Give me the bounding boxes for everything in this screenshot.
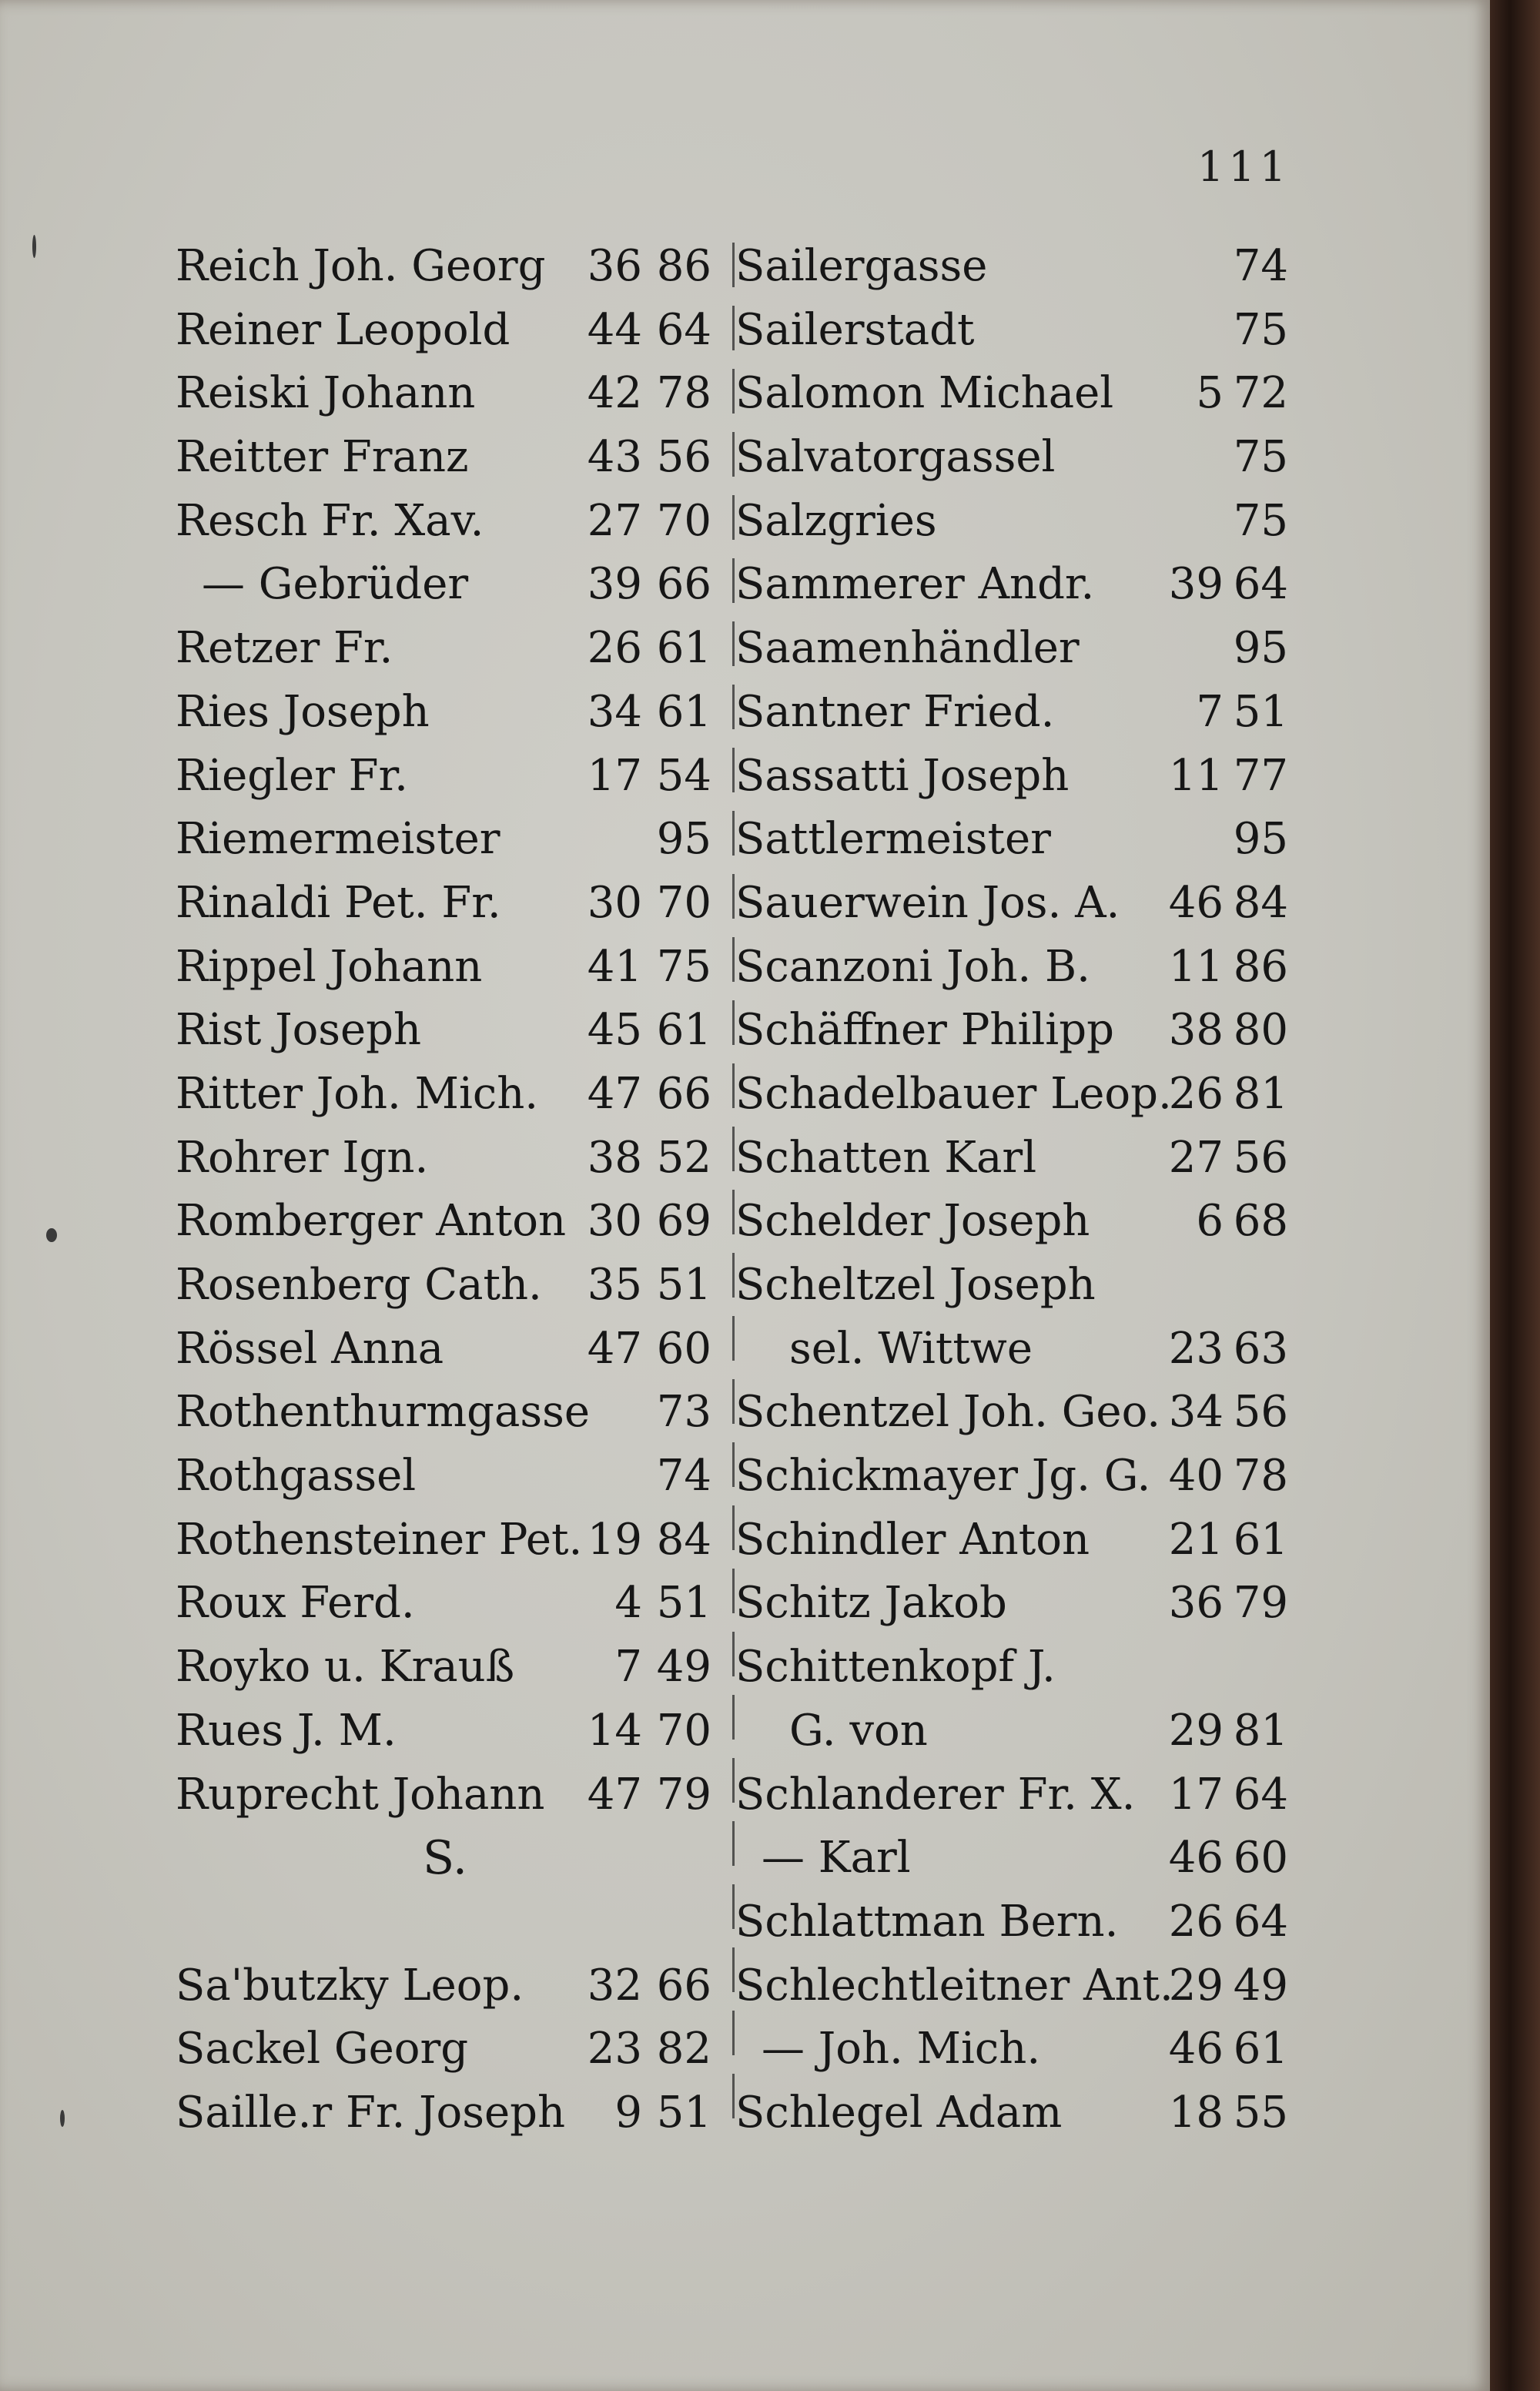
entry-name: Sa'butzky Leop. (176, 1960, 524, 2011)
entry-name: Saamenhändler (735, 623, 1080, 674)
entry-name: Schadelbauer Leop. (735, 1068, 1172, 1119)
index-entry (735, 235, 1290, 299)
index-entry (176, 1699, 715, 1763)
entry-ref-2: 79 (1233, 1578, 1288, 1629)
entry-ref-2: 56 (656, 432, 711, 483)
entry-ref-2: 56 (1233, 1387, 1288, 1438)
entry-name: Scanzoni Joh. B. (735, 941, 1090, 992)
index-entry (735, 2081, 1290, 2145)
index-entry (735, 2018, 1290, 2081)
entry-ref-2: 78 (1233, 1451, 1288, 1502)
entry-ref-1: 47 (587, 1323, 642, 1374)
entry-ref-2: 49 (656, 1642, 711, 1693)
index-entry (176, 553, 715, 617)
entry-ref-2: 84 (1233, 877, 1288, 928)
entry-name: Retzer Fr. (176, 623, 393, 674)
entry-ref-1: 30 (587, 877, 642, 928)
entry-ref-2: 51 (656, 1260, 711, 1310)
entry-ref-1: 46 (1168, 2024, 1224, 2075)
entry-name: Reiski Johann (176, 368, 476, 419)
entry-ref-2: 75 (1233, 432, 1288, 483)
entry-name: Reiner Leopold (176, 304, 511, 355)
index-entry (735, 745, 1290, 809)
entry-ref-1: 26 (1168, 1896, 1224, 1947)
index-entry (176, 235, 715, 299)
entry-ref-2: 68 (1233, 1196, 1288, 1247)
entry-name: Rohrer Ign. (176, 1132, 429, 1183)
index-entry (176, 2081, 715, 2145)
ink-speck (46, 1228, 57, 1242)
entry-ref-2: 60 (656, 1323, 711, 1374)
entry-ref-2: 86 (1233, 941, 1288, 992)
index-entry (735, 299, 1290, 363)
index-entry (735, 1699, 1290, 1763)
entry-ref-1: 42 (587, 368, 642, 419)
entry-name: Sauerwein Jos. A. (735, 877, 1120, 928)
entry-name: Riemermeister (176, 814, 500, 865)
entry-ref-2: 69 (656, 1196, 711, 1247)
entry-ref-2: 80 (1233, 1005, 1288, 1056)
entry-ref-2: 61 (1233, 1514, 1288, 1565)
index-entry (735, 936, 1290, 1000)
entry-ref-2: 54 (656, 750, 711, 801)
entry-name: Schäffner Philipp (735, 1005, 1114, 1056)
entry-ref-2: 82 (656, 2024, 711, 2075)
entry-name: Salzgries (735, 495, 937, 546)
entry-ref-1: 41 (587, 941, 642, 992)
index-entry (176, 1254, 715, 1318)
entry-ref-2: 61 (656, 686, 711, 737)
entry-ref-2: 81 (1233, 1068, 1288, 1119)
index-entry (176, 1445, 715, 1509)
entry-ref-1: 21 (1168, 1514, 1224, 1565)
entry-name: Saille.r Fr. Joseph (176, 2087, 566, 2138)
entry-name: Schentzel Joh. Geo. (735, 1387, 1161, 1438)
entry-ref-2: 64 (1233, 1769, 1288, 1820)
index-entry (735, 426, 1290, 490)
index-entry (735, 1127, 1290, 1190)
index-entry (176, 1827, 715, 1890)
entry-name: Rothgassel (176, 1451, 417, 1502)
index-entry (176, 2018, 715, 2081)
entry-ref-2: 81 (1233, 1705, 1288, 1756)
index-entry (735, 1763, 1290, 1827)
entry-ref-2: 70 (656, 1705, 711, 1756)
entry-ref-1: 43 (587, 432, 642, 483)
entry-ref-2: 70 (656, 877, 711, 928)
entry-name: Schlechtleitner Ant. (735, 1960, 1173, 2011)
entry-ref-2: 60 (1233, 1833, 1288, 1884)
entry-ref-1: 19 (587, 1514, 642, 1565)
entry-name: Schickmayer Jg. G. (735, 1451, 1151, 1502)
index-entry (735, 1063, 1290, 1127)
index-entry (735, 1318, 1290, 1381)
entry-name: S. (422, 1831, 468, 1886)
index-entry (176, 872, 715, 936)
entry-ref-1: 27 (1168, 1132, 1224, 1183)
entry-ref-1: 6 (1196, 1196, 1224, 1247)
entry-ref-2: 95 (1233, 623, 1288, 674)
index-entry (176, 1954, 715, 2018)
index-entry (176, 1763, 715, 1827)
entry-name: Rössel Anna (176, 1323, 444, 1374)
index-entry (735, 490, 1290, 554)
entry-ref-1: 29 (1168, 1705, 1224, 1756)
entry-name: Reich Joh. Georg (176, 241, 546, 291)
entry-ref-2: 52 (656, 1132, 711, 1183)
entry-ref-1: 46 (1168, 877, 1224, 928)
entry-ref-2: 95 (1233, 814, 1288, 865)
entry-name: Rist Joseph (176, 1005, 422, 1056)
entry-ref-2: 72 (1233, 368, 1288, 419)
entry-ref-2: 51 (1233, 686, 1288, 737)
entry-name: Salvatorgassel (735, 432, 1056, 483)
entry-ref-1: 47 (587, 1068, 642, 1119)
entry-ref-2: 64 (1233, 559, 1288, 610)
entry-ref-2: 66 (656, 1068, 711, 1119)
index-entry (735, 1636, 1290, 1699)
entry-ref-1: 39 (1168, 559, 1224, 610)
entry-name: G. von (789, 1705, 928, 1756)
entry-ref-1: 39 (587, 559, 642, 610)
entry-name: Ritter Joh. Mich. (176, 1068, 539, 1119)
entry-ref-1: 5 (1196, 368, 1224, 419)
index-entry (176, 1890, 715, 1954)
entry-ref-2: 75 (1233, 304, 1288, 355)
entry-name: Schelder Joseph (735, 1196, 1090, 1247)
entry-ref-1: 27 (587, 495, 642, 546)
left-column (176, 235, 715, 2145)
entry-name: Ruprecht Johann (176, 1769, 545, 1820)
index-entry (735, 1381, 1290, 1445)
entry-ref-2: 73 (656, 1387, 711, 1438)
entry-name: Sammerer Andr. (735, 559, 1095, 610)
entry-name: sel. Wittwe (789, 1323, 1033, 1374)
entry-name: Santner Fried. (735, 686, 1055, 737)
entry-ref-1: 38 (587, 1132, 642, 1183)
entry-ref-2: 64 (656, 304, 711, 355)
index-entry (735, 1572, 1290, 1636)
index-entry (176, 490, 715, 554)
entry-ref-1: 11 (1168, 750, 1224, 801)
index-entry (176, 745, 715, 809)
index-entry (735, 999, 1290, 1063)
entry-ref-1: 34 (1168, 1387, 1224, 1438)
entry-name: Sackel Georg (176, 2024, 469, 2075)
entry-name: Salomon Michael (735, 368, 1114, 419)
entry-ref-1: 45 (587, 1005, 642, 1056)
entry-name: Sailerstadt (735, 304, 975, 355)
entry-ref-2: 75 (1233, 495, 1288, 546)
entry-ref-1: 46 (1168, 1833, 1224, 1884)
entry-ref-1: 29 (1168, 1960, 1224, 2011)
entry-name: Sattlermeister (735, 814, 1051, 865)
index-entry (176, 1381, 715, 1445)
entry-name: Riegler Fr. (176, 750, 408, 801)
entry-name: Resch Fr. Xav. (176, 495, 484, 546)
entry-ref-2: 78 (656, 368, 711, 419)
page-number: 111 (1197, 142, 1291, 191)
entry-ref-1: 7 (614, 1642, 642, 1693)
entry-ref-1: 9 (614, 2087, 642, 2138)
index-entry (176, 617, 715, 681)
index-entry (176, 1509, 715, 1572)
entry-ref-2: 75 (656, 941, 711, 992)
entry-ref-1: 17 (587, 750, 642, 801)
index-entry (735, 362, 1290, 426)
index-entry (176, 1127, 715, 1190)
index-entry (735, 1445, 1290, 1509)
index-entry (735, 681, 1290, 745)
index-entry (176, 1190, 715, 1254)
entry-ref-1: 30 (587, 1196, 642, 1247)
entry-name: Schlattman Bern. (735, 1896, 1119, 1947)
entry-ref-2: 70 (656, 495, 711, 546)
entry-ref-1: 26 (587, 623, 642, 674)
entry-name: Rues J. M. (176, 1705, 397, 1756)
entry-name: Schatten Karl (735, 1132, 1037, 1183)
index-entry (176, 1572, 715, 1636)
entry-ref-1: 47 (587, 1769, 642, 1820)
entry-ref-1: 38 (1168, 1005, 1224, 1056)
entry-ref-2: 86 (656, 241, 711, 291)
entry-ref-1: 23 (587, 2024, 642, 2075)
entry-ref-2: 61 (656, 1005, 711, 1056)
entry-ref-1: 11 (1168, 941, 1224, 992)
entry-ref-1: 7 (1196, 686, 1224, 737)
entry-ref-2: 77 (1233, 750, 1288, 801)
entry-name: Schlegel Adam (735, 2087, 1063, 2138)
entry-ref-1: 44 (587, 304, 642, 355)
index-entry (176, 426, 715, 490)
entry-ref-2: 79 (656, 1769, 711, 1820)
index-entry (176, 1063, 715, 1127)
index-entry (176, 1636, 715, 1699)
entry-ref-1: 23 (1168, 1323, 1224, 1374)
entry-name: Rinaldi Pet. Fr. (176, 877, 501, 928)
entry-name: Royko u. Krauß (176, 1642, 515, 1693)
index-entry (176, 1318, 715, 1381)
index-entry (735, 1890, 1290, 1954)
entry-name: Rosenberg Cath. (176, 1260, 542, 1310)
entry-name: Rippel Johann (176, 941, 483, 992)
entry-ref-2: 55 (1233, 2087, 1288, 2138)
entry-name: Romberger Anton (176, 1196, 567, 1247)
index-entry (735, 1954, 1290, 2018)
entry-name: — Gebrüder (202, 559, 469, 610)
index-entry (735, 553, 1290, 617)
entry-name: Schittenkopf J. (735, 1642, 1056, 1693)
entry-ref-2: 51 (656, 1578, 711, 1629)
book-binding-edge (1490, 0, 1540, 2391)
column-divider (732, 243, 735, 2133)
entry-ref-1: 34 (587, 686, 642, 737)
entry-ref-2: 63 (1233, 1323, 1288, 1374)
index-entry (176, 999, 715, 1063)
index-entry (735, 1827, 1290, 1890)
index-entry (735, 1254, 1290, 1318)
entry-ref-2: 56 (1233, 1132, 1288, 1183)
entry-ref-1: 17 (1168, 1769, 1224, 1820)
entry-name: Scheltzel Joseph (735, 1260, 1096, 1310)
entry-name: Sassatti Joseph (735, 750, 1070, 801)
entry-ref-2: 74 (1233, 241, 1288, 291)
entry-ref-1: 14 (587, 1705, 642, 1756)
entry-ref-2: 74 (656, 1451, 711, 1502)
entry-name: — Joh. Mich. (762, 2024, 1041, 2075)
index-entry (735, 1190, 1290, 1254)
entry-name: Sailergasse (735, 241, 988, 291)
entry-ref-1: 18 (1168, 2087, 1224, 2138)
entry-name: Reitter Franz (176, 432, 469, 483)
entry-name: Rothenthurmgasse (176, 1387, 591, 1438)
entry-ref-2: 64 (1233, 1896, 1288, 1947)
entry-name: — Karl (762, 1833, 911, 1884)
entry-ref-1: 40 (1168, 1451, 1224, 1502)
entry-ref-2: 66 (656, 559, 711, 610)
entry-ref-2: 84 (656, 1514, 711, 1565)
index-entry (735, 808, 1290, 872)
entry-ref-2: 95 (656, 814, 711, 865)
ink-speck (32, 235, 36, 258)
entry-ref-2: 51 (656, 2087, 711, 2138)
entry-name: Ries Joseph (176, 686, 430, 737)
entry-ref-1: 26 (1168, 1068, 1224, 1119)
index-entry (735, 872, 1290, 936)
entry-ref-2: 61 (1233, 2024, 1288, 2075)
entry-name: Rothensteiner Pet. (176, 1514, 583, 1565)
index-entry (735, 617, 1290, 681)
entry-name: Schlanderer Fr. X. (735, 1769, 1136, 1820)
index-entry (176, 299, 715, 363)
entry-name: Roux Ferd. (176, 1578, 415, 1629)
entry-name: Schitz Jakob (735, 1578, 1007, 1629)
right-column (735, 235, 1290, 2145)
entry-ref-1: 32 (587, 1960, 642, 2011)
entry-ref-2: 66 (656, 1960, 711, 2011)
index-entry (735, 1509, 1290, 1572)
entry-ref-1: 4 (614, 1578, 642, 1629)
ink-speck (60, 2110, 65, 2127)
entry-ref-2: 49 (1233, 1960, 1288, 2011)
index-entry (176, 362, 715, 426)
index-entry (176, 681, 715, 745)
entry-ref-2: 61 (656, 623, 711, 674)
entry-ref-1: 35 (587, 1260, 642, 1310)
entry-ref-1: 36 (1168, 1578, 1224, 1629)
entry-name: Schindler Anton (735, 1514, 1090, 1565)
index-entry (176, 808, 715, 872)
index-entry (176, 936, 715, 1000)
entry-ref-1: 36 (587, 241, 642, 291)
